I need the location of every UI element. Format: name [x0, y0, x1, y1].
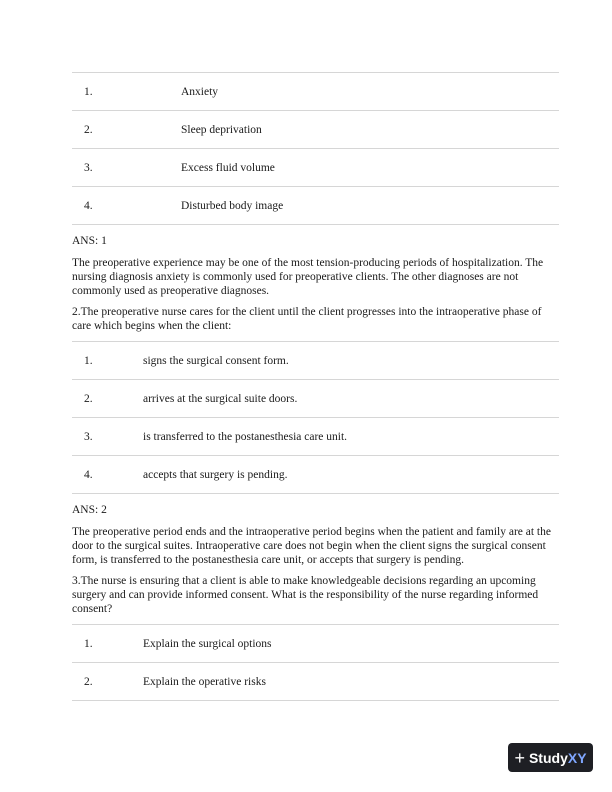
- badge-brand-accent: XY: [567, 749, 587, 766]
- option-text: Explain the surgical options: [143, 625, 559, 663]
- option-text: Anxiety: [181, 73, 559, 111]
- option-number: 1.: [72, 625, 143, 663]
- option-text: accepts that surgery is pending.: [143, 456, 559, 494]
- option-row: [72, 380, 559, 418]
- q1-options-table: [72, 72, 559, 225]
- option-text: is transferred to the postanesthesia care unit.: [143, 418, 559, 456]
- option-text: Sleep deprivation: [181, 111, 559, 149]
- option-row: [72, 111, 559, 149]
- option-row: [72, 149, 559, 187]
- option-number: 2.: [72, 663, 143, 701]
- option-row: [72, 625, 559, 663]
- option-number: 1.: [72, 73, 181, 111]
- option-row: [72, 73, 559, 111]
- q2-answer: ANS: 2: [72, 504, 107, 516]
- q3-options-table: [72, 624, 559, 701]
- option-row: [72, 342, 559, 380]
- q1-answer: ANS: 1: [72, 235, 107, 247]
- option-number: 2.: [72, 380, 143, 418]
- q2-rationale: The preoperative period ends and the intraoperative period begins when the patient and family are at the door to the surgical suites. Intraoperative care does not begin when the client signs the surgical consent form, is transferred to the postanesthesia care unit, or accepts that surgery is pending.: [72, 526, 551, 566]
- option-row: [72, 187, 559, 225]
- option-row: [72, 456, 559, 494]
- plus-icon: +: [514, 747, 525, 768]
- q3-question: 3.The nurse is ensuring that a client is able to make knowledgeable decisions regarding an upcoming surgery and can provide informed consent. What is the responsibility of the nurse regarding informed consent?: [72, 575, 539, 615]
- option-number: 4.: [72, 456, 143, 494]
- option-number: 3.: [72, 418, 143, 456]
- option-row: [72, 418, 559, 456]
- studyxy-badge[interactable]: [508, 743, 593, 772]
- option-text: signs the surgical consent form.: [143, 342, 559, 380]
- q2-question: 2.The preoperative nurse cares for the client until the client progresses into the intraoperative phase of care which begins when the client:: [72, 306, 542, 332]
- q2-options-table: [72, 341, 559, 494]
- option-text: Disturbed body image: [181, 187, 559, 225]
- option-number: 3.: [72, 149, 181, 187]
- document-page: [72, 72, 559, 701]
- badge-brand: Study: [528, 749, 568, 766]
- q1-rationale: The preoperative experience may be one of the most tension-producing periods of hospitalization. The nursing diagnosis anxiety is commonly used for preoperative clients. The other diagnoses are not commonly used as preoperative diagnoses.: [72, 257, 544, 297]
- option-text: arrives at the surgical suite doors.: [143, 380, 559, 418]
- option-number: 4.: [72, 187, 181, 225]
- option-text: Excess fluid volume: [181, 149, 559, 187]
- option-row: [72, 663, 559, 701]
- option-number: 1.: [72, 342, 143, 380]
- option-text: Explain the operative risks: [143, 663, 559, 701]
- option-number: 2.: [72, 111, 181, 149]
